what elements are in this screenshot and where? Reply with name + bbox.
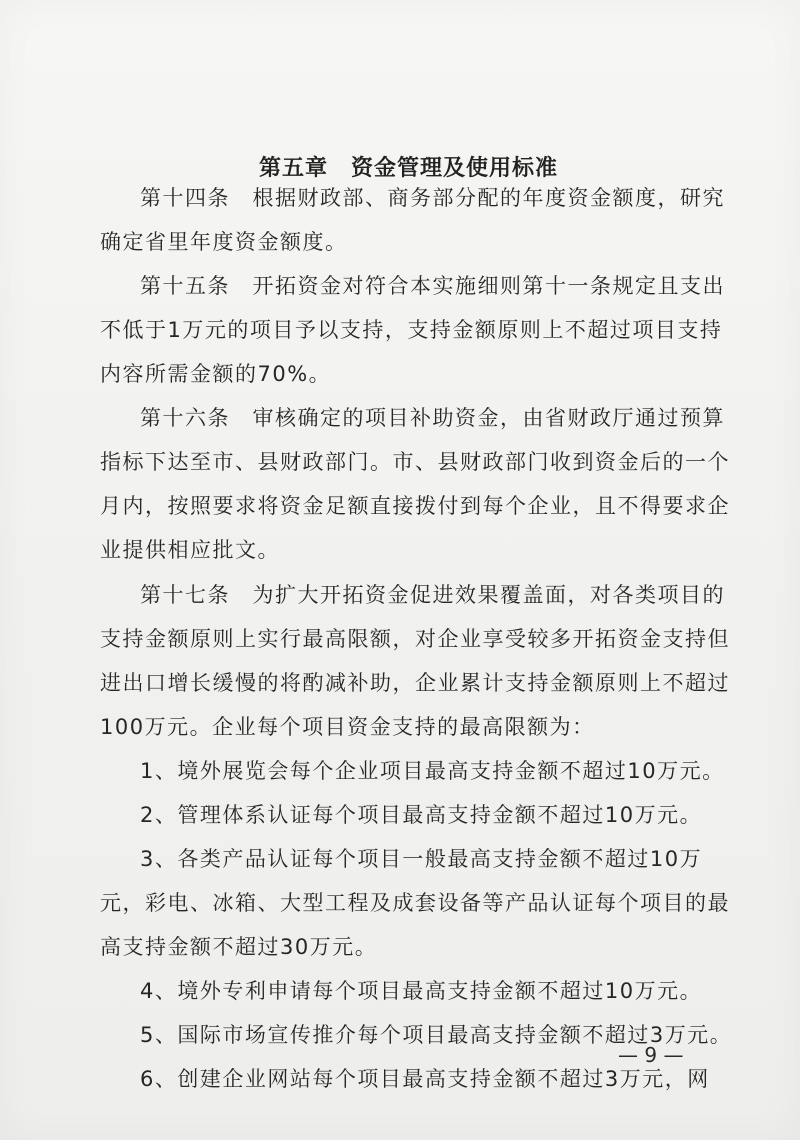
line-9: 业提供相应批文。 — [100, 538, 280, 562]
line-12: 进出口增长缓慢的将酌减补助，企业累计支持金额原则上不超过 — [100, 671, 730, 695]
line-19: 4、境外专利申请每个项目最高支持金额不超过10万元。 — [140, 979, 703, 1003]
line-8: 月内，按照要求将资金足额直接拨付到每个企业，且不得要求企 — [100, 494, 730, 518]
line-11: 支持金额原则上实行最高限额，对企业享受较多开拓资金支持但 — [100, 627, 730, 651]
line-17: 元，彩电、冰箱、大型工程及成套设备等产品认证每个项目的最 — [100, 891, 730, 915]
line-6: 第十六条 审核确定的项目补助资金，由省财政厅通过预算 — [140, 406, 725, 430]
line-5: 内容所需金额的70%。 — [100, 362, 332, 386]
line-2: 确定省里年度资金额度。 — [100, 230, 348, 254]
line-1: 第十四条 根据财政部、商务部分配的年度资金额度，研究 — [140, 186, 725, 210]
line-13: 100万元。企业每个项目资金支持的最高限额为： — [100, 715, 595, 739]
line-21: 6、创建企业网站每个项目最高支持金额不超过3万元，网 — [140, 1067, 710, 1091]
chapter-title: 第五章 资金管理及使用标准 — [259, 156, 559, 181]
line-3: 第十五条 开拓资金对符合本实施细则第十一条规定且支出 — [140, 274, 725, 298]
line-18: 高支持金额不超过30万元。 — [100, 935, 378, 959]
page-number: — 9 — — [618, 1043, 684, 1067]
line-14: 1、境外展览会每个企业项目最高支持金额不超过10万元。 — [140, 759, 725, 783]
line-4: 不低于1万元的项目予以支持，支持金额原则上不超过项目支持 — [100, 318, 723, 342]
line-16: 3、各类产品认证每个项目一般最高支持金额不超过10万 — [140, 847, 703, 871]
line-15: 2、管理体系认证每个项目最高支持金额不超过10万元。 — [140, 803, 703, 827]
line-20: 5、国际市场宣传推介每个项目最高支持金额不超过3万元。 — [140, 1023, 733, 1047]
line-7: 指标下达至市、县财政部门。市、县财政部门收到资金后的一个 — [100, 450, 730, 474]
line-10: 第十七条 为扩大开拓资金促进效果覆盖面，对各类项目的 — [140, 583, 725, 607]
